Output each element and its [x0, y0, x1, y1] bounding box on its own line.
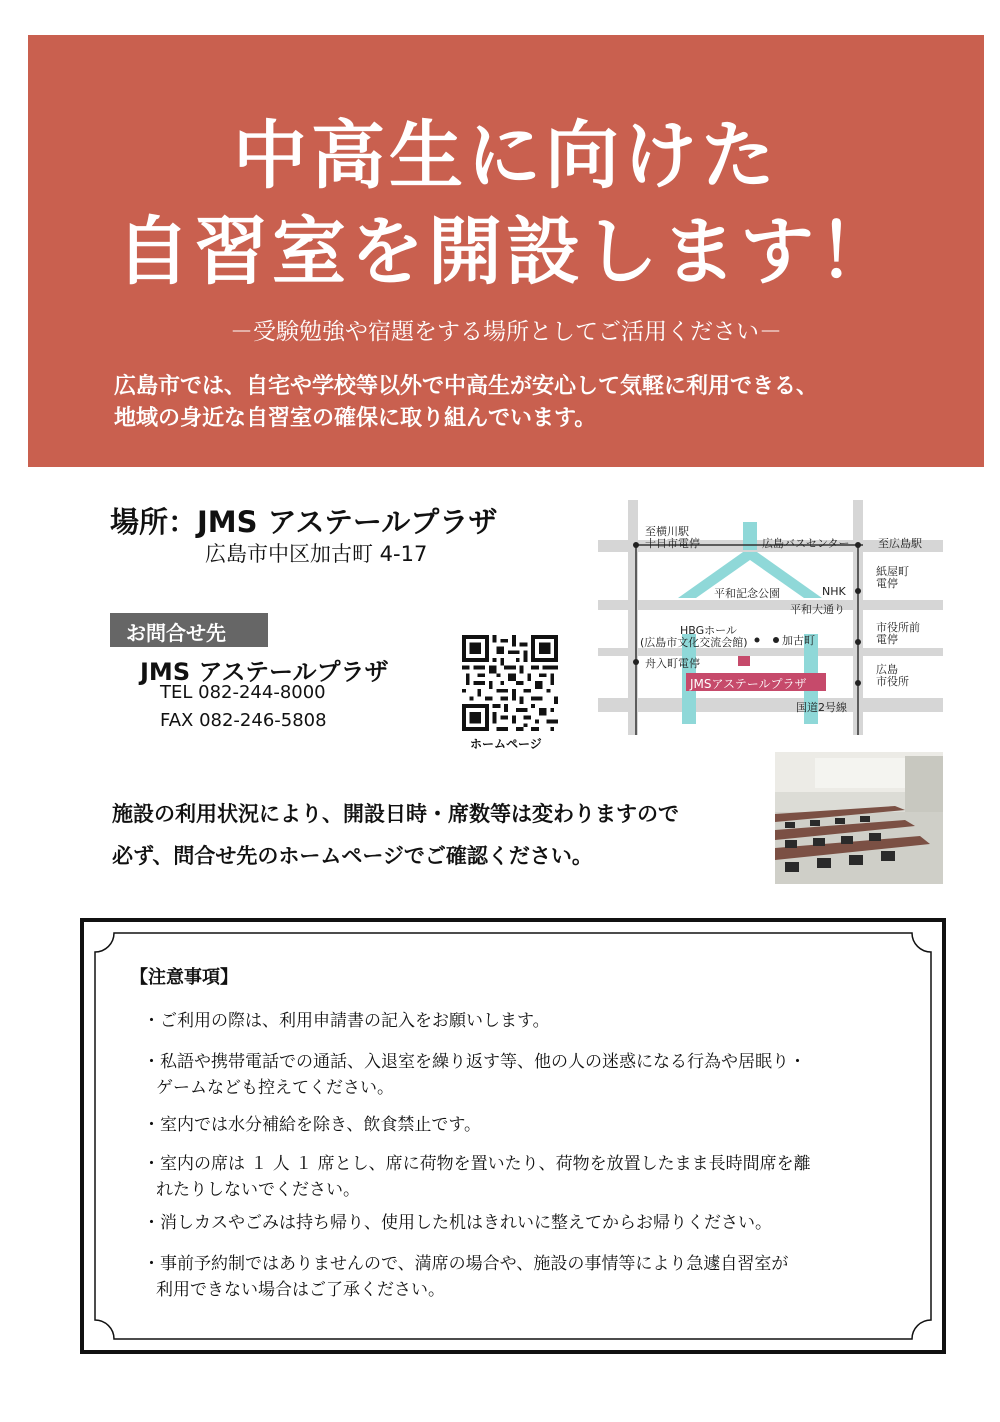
map-label-route2: 国道2号線	[796, 701, 847, 714]
caution-item-line1: ・室内の席は １ 人 １ 席とし、席に荷物を置いたり、荷物を放置したまま長時間席を離	[143, 1154, 811, 1174]
caution-item	[143, 1112, 481, 1138]
map-label-city-hall-mae-stop: 電停	[876, 633, 898, 646]
contact-name: JMS アステールプラザ	[140, 658, 389, 686]
title-line-2: 自習室を開設します！	[116, 209, 896, 295]
caution-item-line1: ・室内では水分補給を除き、飲食禁止です。	[143, 1115, 481, 1135]
caution-item	[143, 1049, 806, 1101]
contact-badge: お問合せ先	[110, 613, 268, 647]
location-address: 広島市中区加古町 4-17	[205, 542, 428, 566]
map-label-heiwa-odori: 平和大通り	[790, 603, 845, 616]
intro-line-2: 地域の身近な自習室の確保に取り組んでいます。	[114, 406, 597, 431]
caution-item-line2: れたりしないでください。	[156, 1180, 360, 1200]
map-label-hiroshima: 広島	[876, 663, 898, 676]
map-label-plaza: JMSアステールプラザ	[686, 673, 826, 691]
homepage-qr-code[interactable]	[462, 635, 558, 731]
caution-item-line2: 利用できない場合はご了承ください。	[156, 1280, 445, 1300]
notice-line-2: 必ず、問合せ先のホームページでご確認ください。	[112, 844, 593, 868]
caution-item-line1: ・ご利用の際は、利用申請書の記入をお願いします。	[143, 1011, 550, 1031]
map-label-kakomachi: 加古町	[782, 634, 815, 647]
map-label-hiroshima-station: 至広島駅	[878, 537, 922, 550]
study-room-photo	[775, 752, 943, 884]
subtitle: －受験勉強や宿題をする場所としてご活用ください－	[230, 319, 782, 345]
map-label-tokaichi: 十日市電停	[645, 537, 700, 550]
map-label-city-hall: 市役所	[876, 675, 909, 688]
map-label-hbg-hall-sub: (広島市文化交流会館)	[640, 636, 748, 649]
map-label-peace-park: 平和記念公園	[714, 587, 780, 600]
map-label-hbg-hall: HBGホール	[680, 624, 737, 637]
location-label: 場所：JMS アステールプラザ	[110, 505, 498, 539]
map-label-kamiyacho: 紙屋町	[876, 565, 909, 578]
cautions-title: 【注意事項】	[130, 967, 238, 988]
caution-item-line2: ゲームなども控えてください。	[156, 1078, 394, 1098]
qr-caption: ホームページ	[470, 737, 542, 751]
map-label-nhk: NHK	[822, 585, 846, 598]
caution-item	[143, 1008, 550, 1034]
map-label-city-hall-mae: 市役所前	[876, 621, 920, 634]
contact-tel: TEL 082-244-8000	[160, 682, 326, 703]
title-banner	[28, 35, 984, 467]
caution-item	[143, 1151, 811, 1203]
caution-item-line1: ・消しカスやごみは持ち帰り、使用した机はきれいに整えてからお帰りください。	[143, 1213, 772, 1233]
contact-fax: FAX 082-246-5808	[160, 710, 327, 731]
map-label-yokogawa: 至横川駅	[645, 525, 689, 538]
notice-line-1: 施設の利用状況により、開設日時・席数等は変わりますので	[112, 802, 679, 826]
caution-item	[143, 1210, 772, 1236]
map-label-kamiyacho-stop: 電停	[876, 577, 898, 590]
caution-item	[143, 1251, 788, 1303]
map-label-funairimachi: 舟入町電停	[645, 657, 700, 670]
caution-item-line1: ・事前予約制ではありませんので、満席の場合や、施設の事情等により急遽自習室が	[143, 1254, 789, 1274]
intro-line-1: 広島市では、自宅や学校等以外で中高生が安心して気軽に利用できる、	[114, 374, 819, 399]
caution-item-line1: ・私語や携帯電話での通話、入退室を繰り返す等、他の人の迷惑になる行為や居眠り・	[143, 1052, 806, 1072]
title-line-1: 中高生に向けた	[233, 113, 779, 199]
map-label-bus-center: 広島バスセンター	[762, 537, 850, 550]
